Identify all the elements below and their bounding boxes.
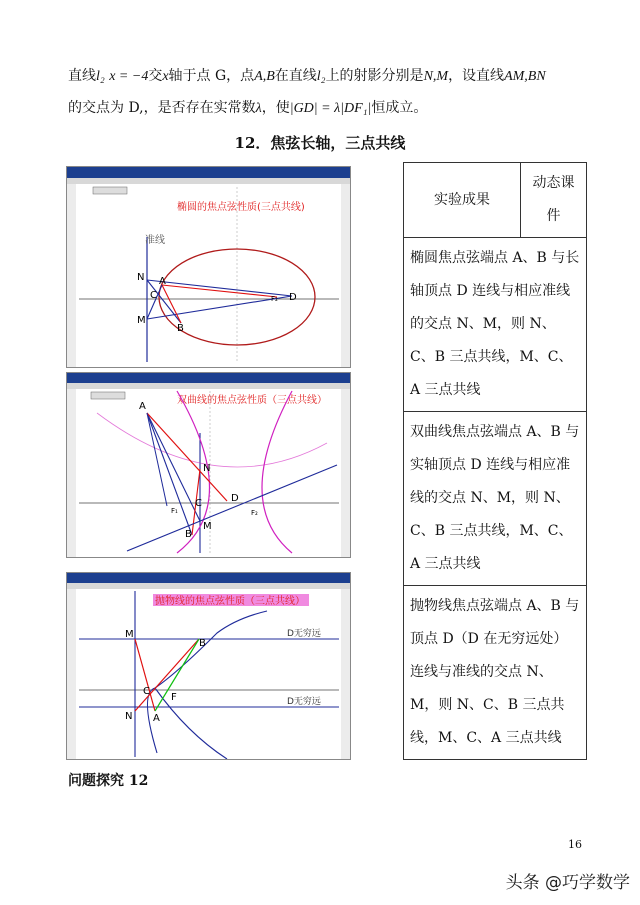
svg-text:F: F (171, 692, 177, 703)
svg-text:M: M (137, 315, 146, 326)
svg-text:D: D (289, 292, 297, 303)
svg-text:F₁: F₁ (171, 507, 178, 515)
svg-text:F₂: F₂ (251, 509, 258, 517)
page-number: 16 (568, 838, 582, 851)
svg-text:N: N (203, 463, 211, 474)
table-header-courseware: 动态课件 (521, 163, 587, 238)
parabola-banner: 抛物线的焦点弦性质（三点共线） (155, 596, 305, 607)
problem-label: 问题探究 12 (68, 773, 149, 789)
svg-text:C: C (150, 290, 157, 301)
svg-text:A: A (159, 276, 166, 287)
table-row: 抛物线焦点弦端点 A、B 与顶点 D（D 在无穷远处）连线与准线的交点 N、M，则 N、C、B 三点共线，M、C、A 三点共线 (404, 586, 587, 760)
svg-text:C: C (195, 498, 202, 509)
svg-text:F₂: F₂ (271, 295, 278, 303)
ellipse-banner: 椭圆的焦点弦性质(三点共线) (177, 202, 305, 213)
svg-text:M: M (125, 629, 134, 640)
section-heading: 12．焦弦长轴，三点共线 (234, 134, 406, 152)
ellipse-screenshot (66, 166, 351, 368)
svg-text:D: D (231, 493, 239, 504)
svg-text:M: M (203, 521, 212, 532)
svg-text:B: B (185, 529, 192, 540)
svg-text:A: A (139, 401, 146, 412)
intro-line-2: 的交点为 D,，是否存在实常数λ，使|GD| = λ|DF₁|恒成立。 (68, 100, 428, 116)
hyperbola-banner: 双曲线的焦点弦性质（三点共线） (177, 395, 327, 406)
directrix-label: 准线 (145, 235, 165, 246)
svg-text:N: N (125, 711, 133, 722)
hyperbola-screenshot (66, 372, 351, 558)
table-header-result: 实验成果 (404, 163, 521, 238)
svg-text:N: N (137, 272, 145, 283)
parabola-screenshot (66, 572, 351, 760)
svg-text:D无穷远: D无穷远 (287, 697, 321, 707)
svg-text:C: C (143, 686, 150, 697)
table-row: 双曲线焦点弦端点 A、B 与实轴顶点 D 连线与相应准线的交点 N、M，则 N、C、B 三点共线，M、C、A 三点共线 (404, 412, 587, 586)
table-row: 椭圆焦点弦端点 A、B 与长轴顶点 D 连线与相应准线的交点 N、M，则 N、C、B 三点共线，M、C、A 三点共线 (404, 238, 587, 412)
svg-text:A: A (153, 713, 160, 724)
svg-text:B: B (177, 323, 184, 334)
watermark: 头条 @巧学数学 (505, 873, 630, 893)
svg-text:D无穷远: D无穷远 (287, 629, 321, 639)
intro-line-1: 直线l₂ x = −4交x轴于点 G，点A,B在直线l₂上的射影分别是N,M，设直线AM,BN (68, 68, 546, 84)
experiment-table (403, 162, 587, 760)
svg-text:B: B (199, 638, 206, 649)
